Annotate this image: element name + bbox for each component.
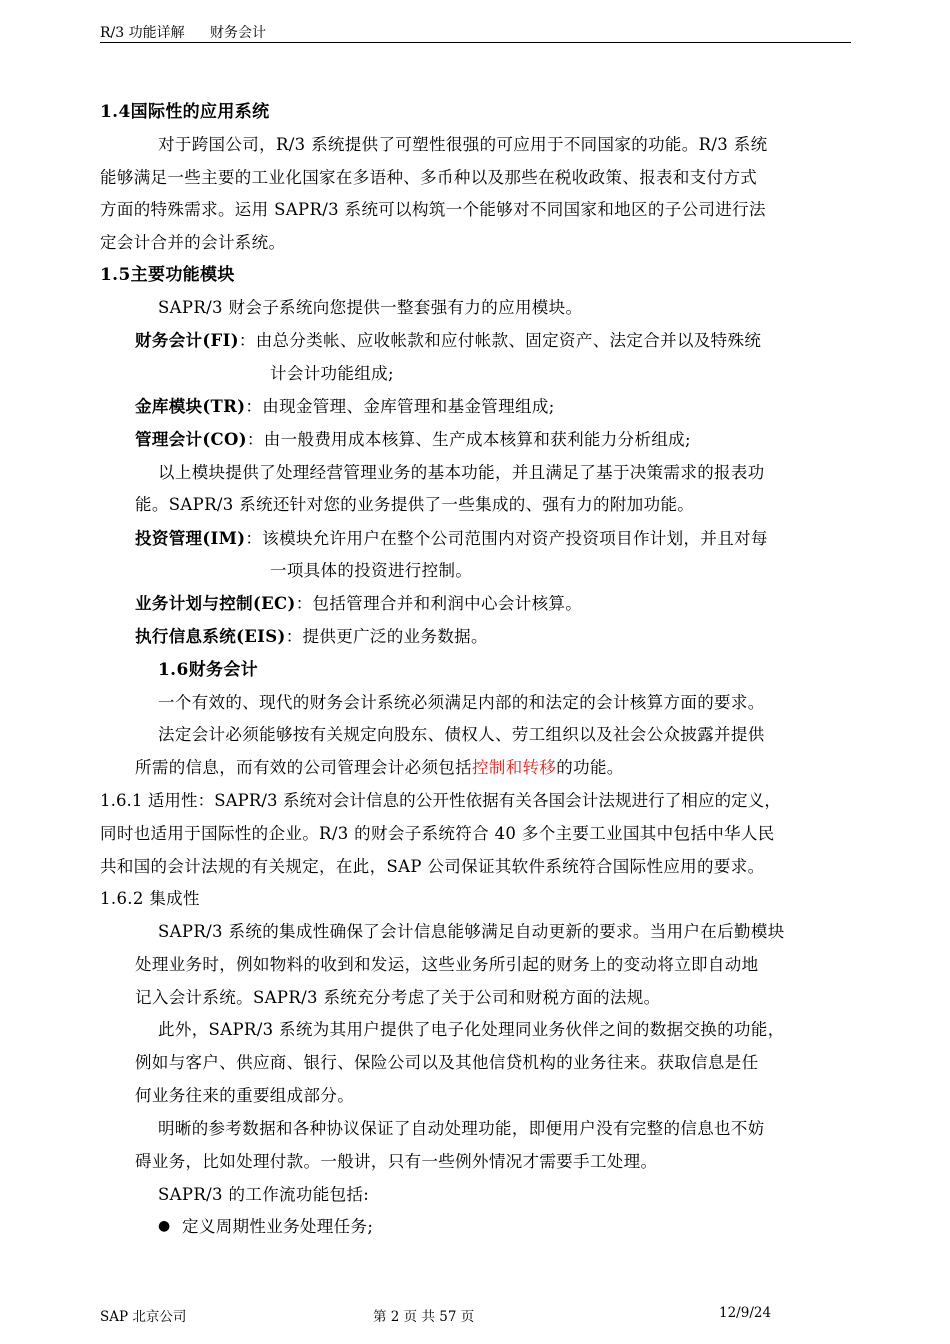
- text-run: 所需的信息，而有效的公司管理会计必须包括: [135, 758, 472, 777]
- header-section: 财务会计: [210, 25, 266, 41]
- paragraph-line: 方面的特殊需求。运用 SAPR/3 系统可以构筑一个能够对不同国家和地区的子公司进行法: [100, 200, 766, 219]
- highlighted-text: 控制和转移: [472, 758, 557, 777]
- paragraph-line: 记入会计系统。SAPR/3 系统充分考虑了关于公司和财税方面的法规。: [135, 988, 661, 1007]
- paragraph-line: 对于跨国公司，R/3 系统提供了可塑性很强的可应用于不同国家的功能。R/3 系统: [158, 135, 768, 154]
- page-header: [100, 22, 851, 43]
- paragraph-line: SAPR/3 财会子系统向您提供一整套强有力的应用模块。: [158, 298, 583, 317]
- paragraph-line: 何业务往来的重要组成部分。: [135, 1086, 355, 1105]
- subheading-1-6-2: 1.6.2 集成性: [100, 889, 200, 908]
- module-eis: [135, 626, 488, 648]
- heading-1-5: 1.5主要功能模块: [100, 265, 235, 285]
- module-label: 业务计划与控制(EC): [135, 594, 296, 613]
- heading-1-4: 1.4国际性的应用系统: [100, 102, 270, 122]
- paragraph-line: 共和国的会计法规的有关规定，在此，SAP 公司保证其软件系统符合国际性应用的要求。: [100, 857, 765, 876]
- footer-date: 12/9/24: [719, 1305, 772, 1321]
- module-ec: [135, 593, 582, 615]
- module-co: [135, 429, 691, 451]
- paragraph-line: 处理业务时，例如物料的收到和发运，这些业务所引起的财务上的变动将立即自动地: [135, 955, 759, 974]
- paragraph-line: 一项具体的投资进行控制。: [270, 561, 473, 580]
- paragraph-line: SAPR/3 系统的集成性确保了会计信息能够满足自动更新的要求。当用户在后勤模块: [158, 922, 785, 941]
- module-desc: ：由现金管理、金库管理和基金管理组成;: [245, 397, 555, 416]
- paragraph-line: 一个有效的、现代的财务会计系统必须满足内部的和法定的会计核算方面的要求。: [158, 693, 765, 712]
- paragraph-line: 例如与客户、供应商、银行、保险公司以及其他信贷机构的业务往来。获取信息是任: [135, 1053, 759, 1072]
- paragraph-line: 能够满足一些主要的工业化国家在多语种、多币种以及那些在税收政策、报表和支付方式: [100, 168, 758, 187]
- paragraph-line: SAPR/3 的工作流功能包括:: [158, 1185, 370, 1204]
- footer-company: SAP 北京公司: [100, 1309, 187, 1325]
- text-run: 的功能。: [556, 758, 624, 777]
- module-label: 投资管理(IM): [135, 529, 246, 548]
- paragraph-line: 能。SAPR/3 系统还针对您的业务提供了一些集成的、强有力的附加功能。: [135, 495, 695, 514]
- module-label: 财务会计(FI): [135, 331, 239, 350]
- module-fi: [135, 330, 761, 352]
- module-label: 金库模块(TR): [135, 397, 246, 416]
- module-label: 管理会计(CO): [135, 430, 247, 449]
- paragraph-line: 计会计功能组成;: [270, 364, 394, 383]
- paragraph-line: [135, 757, 624, 779]
- module-label: 执行信息系统(EIS): [135, 627, 286, 646]
- heading-1-6: 1.6财务会计: [158, 660, 259, 680]
- paragraph-line: 碍业务，比如处理付款。一般讲，只有一些例外情况才需要手工处理。: [135, 1152, 658, 1171]
- module-desc: ：由一般费用成本核算、生产成本核算和获利能力分析组成;: [246, 430, 691, 449]
- paragraph-line: 法定会计必须能够按有关规定向股东、债权人、劳工组织以及社会公众披露并提供: [158, 725, 765, 744]
- paragraph-line: 此外，SAPR/3 系统为其用户提供了电子化处理同业务伙伴之间的数据交换的功能，: [158, 1020, 785, 1039]
- header-title: R/3 功能详解: [100, 25, 185, 41]
- paragraph-line: 1.6.1 适用性：SAPR/3 系统对会计信息的公开性依据有关各国会计法规进行了相应的定义，: [100, 791, 781, 810]
- footer-page-number: 第 2 页 共 57 页: [373, 1309, 475, 1325]
- module-desc: ：包括管理合并和利润中心会计核算。: [295, 594, 583, 613]
- paragraph-line: 同时也适用于国际性的企业。R/3 的财会子系统符合 40 多个主要工业国其中包括中华人民: [100, 824, 775, 843]
- module-desc: ：由总分类帐、应收帐款和应付帐款、固定资产、法定合并以及特殊统: [238, 331, 762, 350]
- bullet-icon: ●: [158, 1218, 171, 1234]
- module-desc: ：该模块允许用户在整个公司范围内对资产投资项目作计划，并且对每: [245, 529, 768, 548]
- paragraph-line: 明晰的参考数据和各种协议保证了自动处理功能，即便用户没有完整的信息也不妨: [158, 1119, 765, 1138]
- paragraph-line: 以上模块提供了处理经营管理业务的基本功能，并且满足了基于决策需求的报表功: [158, 463, 765, 482]
- paragraph-line: 定会计合并的会计系统。: [100, 233, 286, 252]
- list-item: 定义周期性业务处理任务;: [182, 1217, 374, 1236]
- module-im: [135, 528, 768, 550]
- module-desc: ：提供更广泛的业务数据。: [285, 627, 488, 646]
- module-tr: [135, 396, 555, 418]
